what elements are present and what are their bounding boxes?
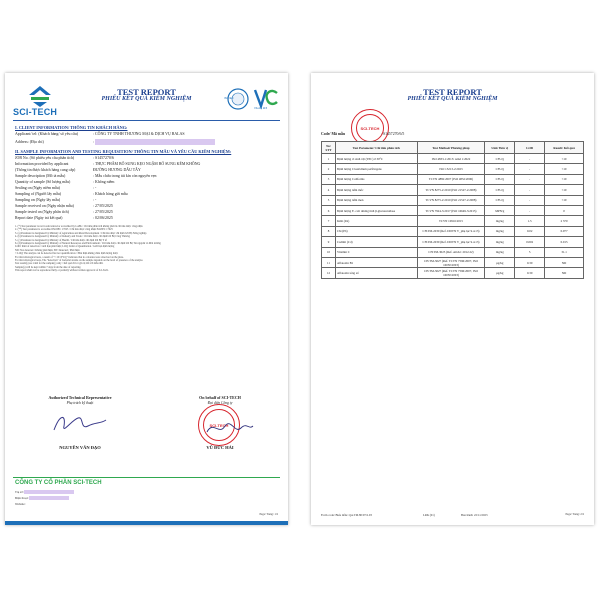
footer-line-label: Website: bbox=[15, 502, 26, 506]
report-subtitle: PHIẾU KẾT QUẢ KIỂM NGHIỆM bbox=[407, 96, 498, 102]
note-line: 5. (c) Parameter is designated by Ministry of Health / Chỉ tiêu được chỉ định bởi Bộ Y tế bbox=[15, 238, 107, 242]
sample-value: : THỰC PHẨM BỔ SUNG KẸO NGẬM BỔ SUNG KẼM KHÔNG bbox=[93, 162, 201, 166]
sample-value: : - bbox=[93, 186, 97, 190]
footer-bar bbox=[5, 521, 288, 525]
cell-unit: MPN/g bbox=[485, 205, 515, 215]
cell-result: <10 bbox=[545, 195, 584, 205]
table-row bbox=[322, 205, 584, 215]
sample-row bbox=[15, 186, 96, 190]
note-line: 4. (b) Parameter is designated by Ministry of Industry and Trade / Chỉ tiêu được chỉ định bởi Bộ Công Thương bbox=[15, 235, 130, 239]
cell-parameter: Aflatoxin B1 bbox=[335, 257, 417, 267]
footer-line bbox=[15, 490, 74, 494]
company-rep-subtitle: Đại diện Công ty bbox=[207, 401, 233, 405]
cell-parameter: Chì (Pb) bbox=[335, 226, 417, 236]
table-row bbox=[322, 268, 584, 278]
cell-no: 1 bbox=[322, 154, 336, 164]
client-address-row bbox=[15, 139, 215, 145]
table-row bbox=[322, 226, 584, 236]
footer-line bbox=[15, 502, 25, 506]
cell-result: ND bbox=[545, 268, 584, 278]
note-line: ND: Not detected / Không phát hiện; ĐT: Detected / Phát hiện bbox=[15, 248, 80, 252]
applicant-value: : CÔNG TY TNHH THƯƠNG MẠI & DỊCH VỤ BALAS bbox=[93, 132, 185, 136]
technical-rep-signature-icon bbox=[50, 410, 110, 438]
sample-code-value: : S1457270/6/5 bbox=[381, 132, 405, 136]
cell-no: 4 bbox=[322, 185, 336, 195]
cell-result: 0.077 bbox=[545, 226, 584, 236]
redacted-footer bbox=[29, 496, 69, 500]
cell-lod: 5 bbox=[515, 247, 545, 257]
table-row bbox=[322, 257, 584, 267]
cell-no: 3 bbox=[322, 174, 336, 184]
company-rep-name: VŨ ĐỨC HẢI bbox=[206, 445, 234, 450]
cell-method: CH.TM-3025 (Ref. AOAC 2012.22) bbox=[417, 247, 485, 257]
cell-no: 10 bbox=[322, 247, 336, 257]
cell-parameter: Định lượng E. coli dương tính β-glucuronidase bbox=[335, 205, 417, 215]
report-page-1 bbox=[5, 73, 288, 525]
sample-label: Sampling on (Ngày lấy mẫu) bbox=[15, 198, 61, 202]
client-info-heading: I. CLIENT INFORMATION/ THÔNG TIN KHÁCH HÀNG: bbox=[15, 125, 128, 130]
report-page-2 bbox=[311, 73, 594, 525]
table-row bbox=[322, 164, 584, 174]
notes-block bbox=[15, 225, 277, 273]
cell-lod: 0.30 bbox=[515, 268, 545, 278]
sample-row bbox=[15, 198, 96, 202]
company-rep-signature-icon bbox=[205, 418, 255, 438]
cell-no: 6 bbox=[322, 205, 336, 215]
report-title: TEST REPORT bbox=[117, 87, 176, 97]
col-header-method: Test Method/ Phương pháp bbox=[417, 142, 485, 154]
sample-label: Quantity of sample (Số lượng mẫu) bbox=[15, 180, 71, 184]
vilas-label: VILAS 115 bbox=[254, 106, 268, 110]
note-line: 1. (*) Test parameter is not in subcontractor accredited by LABs / Chỉ tiêu phân tích không phải là chỉ tiêu được công nhận bbox=[15, 225, 143, 228]
cell-result: ND bbox=[545, 257, 584, 267]
technical-rep-subtitle: Phụ trách kỹ thuật bbox=[66, 401, 94, 405]
cell-lod: - bbox=[515, 205, 545, 215]
cell-no: 8 bbox=[322, 226, 336, 236]
footer-company: CÔNG TY CỔ PHẦN SCI-TECH bbox=[15, 480, 102, 486]
company-rep-title: On behalf of SCI-TECH bbox=[199, 395, 241, 400]
cell-unit: mg/kg bbox=[485, 226, 515, 236]
sample-row bbox=[15, 210, 113, 214]
cell-parameter: Định lượng nấm mốc bbox=[335, 185, 417, 195]
cell-parameter: Cadimi (Cd) bbox=[335, 237, 417, 247]
footer-line bbox=[15, 496, 69, 500]
cell-result: 0 bbox=[545, 205, 584, 215]
cell-unit: CFU/g bbox=[485, 174, 515, 184]
cell-parameter: Định lượng Coliforms bbox=[335, 174, 417, 184]
page-number: Page/ Trang: 1/2 bbox=[259, 513, 278, 516]
results-table bbox=[321, 141, 584, 279]
cell-method: ISO 4833-1:2013/ Amd 1:2022 bbox=[417, 154, 485, 164]
sample-row bbox=[15, 156, 114, 160]
cell-method: ISO 15213-2:2023 bbox=[417, 164, 485, 174]
cell-method: CH.TM-2030 (Ref. DDVN V_phụ lục 9.4.13) bbox=[417, 226, 485, 236]
cell-parameter: Định lượng nấm men bbox=[335, 195, 417, 205]
sample-value: : Không niêm bbox=[93, 180, 115, 184]
col-header-result: Result/ Kết quả bbox=[545, 142, 584, 154]
cell-unit: CFU/g bbox=[485, 195, 515, 205]
table-row bbox=[322, 237, 584, 247]
note-line: Test result(s) are valid for the sample(s) only / Kết quả chỉ có giá trị đối với mẫu thử. bbox=[15, 262, 104, 266]
cell-method: CH.TM-2030 (Ref. DDVN V_phụ lục 9.4.13) bbox=[417, 237, 485, 247]
cell-unit: CFU/g bbox=[485, 185, 515, 195]
cell-result: <10 bbox=[545, 185, 584, 195]
cell-unit: mg/kg bbox=[485, 247, 515, 257]
note-line: Sample(s) will be kept within 7 days from the date of reporting. bbox=[15, 265, 82, 269]
table-row bbox=[322, 185, 584, 195]
footer-divider bbox=[13, 477, 280, 478]
cell-method: TCVN 7924-3:2017 (ISO 16649-3:2015) bbox=[417, 205, 485, 215]
sample-value: : S1457270/6 bbox=[93, 156, 114, 160]
sample-label: Information provided by applicant bbox=[15, 162, 69, 166]
col-header-lod: LOD bbox=[515, 142, 545, 154]
table-row bbox=[322, 247, 584, 257]
technical-rep-title: Authorized Technical Representative bbox=[48, 395, 112, 400]
sample-label: Sampling of (Người lấy mẫu) bbox=[15, 192, 62, 196]
cell-result: <10 bbox=[545, 164, 584, 174]
cell-method: CH.TM-3027 (Ref. TCVN 7596:2007, ISO 16050:2003) bbox=[417, 257, 485, 267]
cell-result: 0.015 bbox=[545, 237, 584, 247]
cell-no: 11 bbox=[322, 257, 336, 267]
cell-lod: - bbox=[515, 174, 545, 184]
col-header-no: No/ STT bbox=[322, 142, 336, 154]
sample-row bbox=[15, 192, 128, 196]
cell-lod: - bbox=[515, 154, 545, 164]
footer-line-label: Điện thoại: bbox=[15, 496, 29, 500]
stamp-text: SCI-TECH bbox=[360, 126, 380, 132]
report-subtitle: PHIẾU KẾT QUẢ KIỂM NGHIỆM bbox=[101, 96, 192, 102]
cell-no: 2 bbox=[322, 164, 336, 174]
form-issue-date: Ban hành: 22/11/2023 bbox=[461, 513, 488, 517]
table-row bbox=[322, 195, 584, 205]
cell-no: 5 bbox=[322, 195, 336, 205]
stamp-text: SCI-TECH bbox=[209, 422, 229, 428]
cell-method: TCVN 4882:2007 (ISO 4832:2006) bbox=[417, 174, 485, 184]
cell-unit: CFU/g bbox=[485, 164, 515, 174]
note-line: LOD: limit of detection / Giới hạn phát hiện; LOQ: Limit of Quantitation / Giới hạn định lượng bbox=[15, 245, 115, 249]
note-line: This report shall not be reproduced fully or partially without written approval of Sci-Tech. bbox=[15, 269, 109, 273]
sample-row bbox=[15, 174, 156, 178]
note-line: 3. (a) Parameter is designated by Ministry of Agriculture and Rural Development / Chỉ tiêu được chỉ định bởi Bộ Nông nghiệp bbox=[15, 231, 147, 235]
sample-label: (Thông tin được khách hàng cung cấp) bbox=[15, 168, 76, 172]
cell-lod: - bbox=[515, 185, 545, 195]
cell-result: 2 370 bbox=[545, 216, 584, 226]
sample-row bbox=[15, 216, 113, 220]
note-line: < LOQ: The analyte can be detected but not quantification / Phát hiện nhưng chưa định lượng được bbox=[15, 252, 119, 256]
sample-value: : Khách hàng gửi mẫu bbox=[93, 192, 128, 196]
sample-row bbox=[15, 204, 113, 208]
cell-result: <10 bbox=[545, 154, 584, 164]
note-line: For microbiological tests, The "detection" of bacterial strains on the sample depends on the level of presence of the analyte. bbox=[15, 259, 144, 263]
brand-name: SCI-TECH bbox=[13, 107, 58, 117]
cell-parameter: Aflatoxin tổng số bbox=[335, 268, 417, 278]
sample-row bbox=[15, 168, 141, 172]
sample-label: JOB No. (Số phiếu yêu cầu phân tích) bbox=[15, 156, 75, 160]
sample-label: Report date (Ngày trả kết quả) bbox=[15, 216, 63, 220]
sample-code-label: Code/ Mã mẫu bbox=[321, 132, 346, 136]
technical-rep-name: NGUYỄN VĂN ĐẠO bbox=[59, 445, 101, 450]
sample-label: Sealing on (Ngày niêm mẫu) bbox=[15, 186, 60, 190]
cell-lod: 0.002 bbox=[515, 237, 545, 247]
report-title: TEST REPORT bbox=[423, 87, 482, 97]
cell-no: 12 bbox=[322, 268, 336, 278]
sample-code-row bbox=[321, 132, 404, 136]
sample-value: : - bbox=[93, 198, 97, 202]
page-number: Page/ Trang: 2/2 bbox=[565, 513, 584, 516]
header-divider bbox=[13, 120, 280, 121]
note-line: 6. (d) Parameter is designated by Ministry of Natural Resources and Environment / Chỉ tiêu được chỉ định bởi Bộ Tài nguyên và Môi trường bbox=[15, 242, 161, 246]
cell-unit: CFU/g bbox=[485, 154, 515, 164]
cell-method: TCVN 8275-2:2010 (ISO 21527-2:2008) bbox=[417, 195, 485, 205]
cell-unit: µg/kg bbox=[485, 268, 515, 278]
redacted-address bbox=[95, 139, 215, 145]
sample-label: Sample description (Mô tả mẫu) bbox=[15, 174, 66, 178]
cell-lod: 0.02 bbox=[515, 226, 545, 236]
cell-parameter: Định lượng vi sinh vật (TPC) ở 30°C bbox=[335, 154, 417, 164]
footer-line-label: Trụ sở: bbox=[15, 490, 24, 494]
col-header-parameter: Test Parameter/ Chỉ tiêu phân tích bbox=[335, 142, 417, 154]
cell-lod: 1.5 bbox=[515, 216, 545, 226]
table-header-row bbox=[322, 142, 584, 154]
redacted-footer bbox=[24, 490, 74, 494]
cell-lod: - bbox=[515, 195, 545, 205]
address-label: Address: (Địa chỉ) bbox=[15, 139, 44, 144]
cell-parameter: Kẽm (Zn) bbox=[335, 216, 417, 226]
sample-value: : Mẫu chứa trong túi kín còn nguyên vẹn bbox=[93, 174, 157, 178]
sample-label: Sample received on (Ngày nhận mẫu) bbox=[15, 204, 74, 208]
iso-label: ISO·IEC bbox=[224, 97, 234, 100]
cell-parameter: Vitamin C bbox=[335, 247, 417, 257]
cell-no: 7 bbox=[322, 216, 336, 226]
cell-lod: - bbox=[515, 164, 545, 174]
sample-info-heading: II. SAMPLE INFORMATION AND TESTING REQUISITION/ THÔNG TIN MẪU VÀ YÊU CẦU KIỂM NGHIỆM: bbox=[15, 149, 232, 154]
table-row bbox=[322, 216, 584, 226]
address-value: : bbox=[93, 139, 95, 144]
cell-lod: 0.30 bbox=[515, 257, 545, 267]
note-line: For microbiological tests, a result of "< 10 CFU/g" indicates that no colonies were observed on the plate. bbox=[15, 255, 124, 259]
cell-result: <10 bbox=[545, 174, 584, 184]
sample-row bbox=[15, 180, 114, 184]
table-row bbox=[322, 154, 584, 164]
cell-method: TCVN 10916:2015 bbox=[417, 216, 485, 226]
form-revision: LRK (01) bbox=[423, 513, 435, 517]
cell-unit: µg/kg bbox=[485, 257, 515, 267]
table-row bbox=[322, 174, 584, 184]
cell-unit: mg/kg bbox=[485, 216, 515, 226]
sample-value: : 02/06/2025 bbox=[93, 216, 113, 220]
cell-method: TCVN 8275-2:2010 (ISO 21527-2:2008) bbox=[417, 185, 485, 195]
col-header-unit: Unit/ Đơn vị bbox=[485, 142, 515, 154]
note-line: 2. (**) Test parameter is accredited ISO/IEC 17025 / Chỉ tiêu được công nhận ISO/IEC 17025 bbox=[15, 228, 113, 232]
cell-unit: mg/kg bbox=[485, 237, 515, 247]
form-code: Form code/ Biểu mẫu: QA.TM.80/07/2.03 bbox=[321, 513, 372, 517]
sample-row bbox=[15, 162, 200, 166]
applicant-label: Applicant/ tel: (Khách hàng/ số yêu cầu) bbox=[15, 132, 79, 136]
sample-value: : 27/05/2025 bbox=[93, 210, 113, 214]
cell-method: CH.TM-3027 (Ref. TCVN 7596:2007, ISO 16050:2003) bbox=[417, 268, 485, 278]
sample-value: ĐƯỜNG HƯƠNG DÂU TÂY bbox=[93, 168, 141, 172]
cell-no: 9 bbox=[322, 237, 336, 247]
sample-label: Sample tested on (Ngày phân tích) bbox=[15, 210, 69, 214]
cell-result: 31.1 bbox=[545, 247, 584, 257]
sample-value: : 27/05/2025 bbox=[93, 204, 113, 208]
client-applicant-row bbox=[15, 132, 185, 136]
cell-parameter: Định lượng Clostridium perfringens bbox=[335, 164, 417, 174]
